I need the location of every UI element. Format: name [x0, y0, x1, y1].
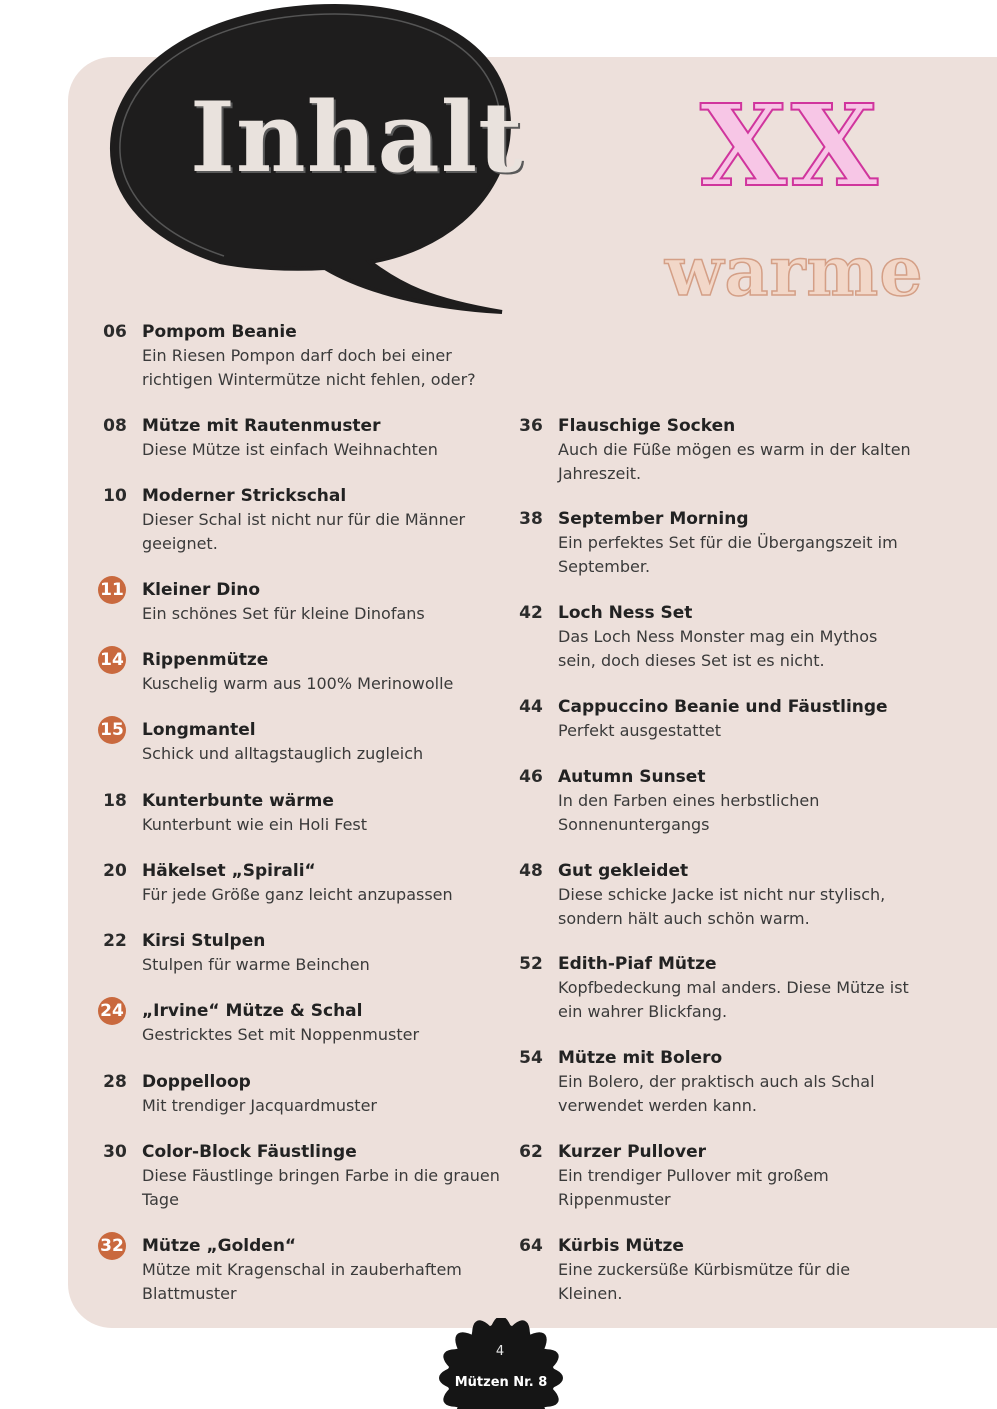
toc-entry-title: Kleiner Dino: [142, 580, 261, 600]
toc-entry-title: Kunterbunte wärme: [142, 791, 334, 811]
toc-entry-description: Mütze mit Kragenschal in zauberhaftem Blattmuster: [142, 1260, 462, 1303]
toc-entry-description: Auch die Füße mögen es warm in der kalten Jahreszeit.: [558, 440, 911, 483]
toc-entry-description: Kunterbunt wie ein Holi Fest: [142, 815, 368, 834]
toc-entry-description: Stulpen für warme Beinchen: [142, 955, 370, 974]
toc-page-number: 36: [519, 416, 543, 436]
toc-page-number: 48: [519, 861, 543, 881]
toc-entry-title: Moderner Strickschal: [142, 486, 347, 506]
title-xx: XX: [700, 81, 882, 212]
toc-entry-description: Ein Riesen Pompon darf doch bei einer richtigen Wintermütze nicht fehlen, oder?: [142, 346, 476, 389]
toc-page-number: 30: [103, 1142, 127, 1162]
toc-page-number: 52: [519, 954, 543, 974]
toc-page-number: 20: [103, 861, 127, 881]
toc-page-number-highlight: 32: [98, 1232, 126, 1260]
toc-entry-title: Edith-Piaf Mütze: [558, 954, 717, 974]
toc-entry-title: Flauschige Socken: [558, 416, 736, 436]
toc-entry-description: In den Farben eines herbstlichen Sonnenuntergangs: [558, 791, 820, 834]
toc-entry-title: Mütze mit Rautenmuster: [142, 416, 381, 436]
toc-entry-title: Loch Ness Set: [558, 603, 693, 623]
toc-page-number-highlight: 15: [98, 716, 126, 744]
toc-entry-title: Häkelset „Spirali“: [142, 861, 316, 881]
toc-entry-title: „Irvine“ Mütze & Schal: [142, 1001, 363, 1021]
toc-entry-title: Autumn Sunset: [558, 767, 706, 787]
toc-page-number: 62: [519, 1142, 543, 1162]
toc-page-number: 06: [103, 322, 127, 342]
toc-entry-title: Mütze „Golden“: [142, 1236, 297, 1256]
toc-entry-title: Cappuccino Beanie und Fäustlinge: [558, 697, 888, 717]
toc-entry-description: Eine zuckersüße Kürbismütze für die Kleinen.: [558, 1260, 851, 1303]
subtitle-warme: warme: [665, 232, 924, 312]
toc-page-number-highlight: 14: [98, 646, 126, 674]
toc-page-number-highlight: 11: [98, 576, 126, 604]
toc-entry-description: Für jede Größe ganz leicht anzupassen: [142, 885, 453, 904]
toc-entry-title: Kurzer Pullover: [558, 1142, 706, 1162]
toc-page-number: 10: [103, 486, 127, 506]
toc-entry-description: Ein trendiger Pullover mit großem Rippenmuster: [558, 1166, 829, 1209]
toc-entry-description: Ein schönes Set für kleine Dinofans: [142, 604, 425, 623]
toc-page-number: 38: [519, 509, 543, 529]
toc-entry-description: Ein perfektes Set für die Übergangszeit im September.: [558, 533, 898, 576]
toc-entry-title: Gut gekleidet: [558, 861, 689, 881]
toc-entry-description: Kopfbedeckung mal anders. Diese Mütze ist ein wahrer Blickfang.: [558, 978, 909, 1021]
toc-page-number: 28: [103, 1072, 127, 1092]
toc-entry-title: Longmantel: [142, 720, 256, 740]
toc-page-number: 22: [103, 931, 127, 951]
toc-page-number: 54: [519, 1048, 543, 1068]
toc-entry-title: September Morning: [558, 509, 749, 529]
toc-page-number-highlight: 24: [98, 997, 126, 1025]
toc-entry-description: Diese schicke Jacke ist nicht nur stylisch, sondern hält auch schön warm.: [558, 885, 886, 928]
toc-entry-description: Kuschelig warm aus 100% Merinowolle: [142, 674, 454, 693]
toc-page-number: 42: [519, 603, 543, 623]
toc-entry-title: Mütze mit Bolero: [558, 1048, 723, 1068]
toc-page-number: 64: [519, 1236, 543, 1256]
toc-entry-title: Kürbis Mütze: [558, 1236, 684, 1256]
toc-entry-title: Pompom Beanie: [142, 322, 297, 342]
toc-entry-description: Diese Fäustlinge bringen Farbe in die grauen Tage: [142, 1166, 500, 1209]
toc-page-number: 18: [103, 791, 127, 811]
toc-entry-description: Gestricktes Set mit Noppenmuster: [142, 1025, 420, 1044]
toc-entry-description: Ein Bolero, der praktisch auch als Schal verwendet werden kann.: [558, 1072, 875, 1115]
toc-entry-description: Diese Mütze ist einfach Weihnachten: [142, 440, 438, 459]
page-number: 4: [495, 1344, 505, 1359]
toc-page-number: 46: [519, 767, 543, 787]
toc-entry-description: Dieser Schal ist nicht nur für die Männer geeignet.: [142, 510, 466, 553]
toc-entry-description: Mit trendiger Jacquardmuster: [142, 1096, 377, 1115]
toc-page-number: 44: [519, 697, 543, 717]
toc-entry-description: Das Loch Ness Monster mag ein Mythos sein, doch dieses Set ist es nicht.: [558, 627, 878, 670]
toc-entry-description: Perfekt ausgestattet: [558, 721, 721, 740]
page-title: Inhalt: [190, 81, 524, 194]
magazine-name: Mützen Nr. 8: [454, 1375, 548, 1390]
toc-entry-title: Kirsi Stulpen: [142, 931, 266, 951]
toc-entry-title: Rippenmütze: [142, 650, 269, 670]
toc-entry-description: Schick und alltagstauglich zugleich: [142, 744, 424, 763]
toc-page-number: 08: [103, 416, 127, 436]
toc-entry-title: Color-Block Fäustlinge: [142, 1142, 357, 1162]
toc-entry-title: Doppelloop: [142, 1072, 251, 1092]
